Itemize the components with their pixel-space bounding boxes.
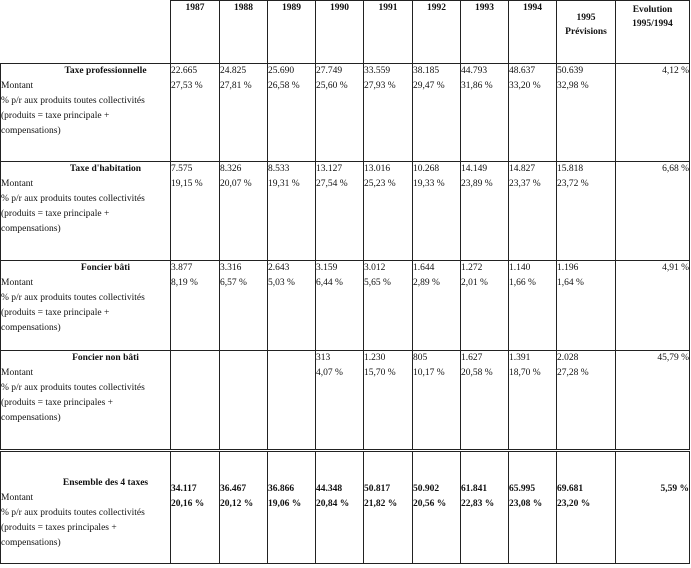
- montant-value: 2.028: [557, 353, 579, 363]
- montant-value: 33.559: [364, 66, 391, 76]
- table-row-ensemble-4-taxes: [1, 451, 690, 564]
- percent-value: 20,84 %: [316, 499, 350, 509]
- year-header-1992: 1992: [413, 1, 461, 64]
- percent-value: 6,44 %: [316, 278, 343, 288]
- value-cell: [268, 64, 316, 162]
- percent-value: 25,60 %: [316, 81, 348, 91]
- value-cell: [461, 64, 509, 162]
- montant-value: 69.681: [557, 484, 584, 494]
- value-cell: [413, 162, 461, 261]
- value-cell: [364, 351, 413, 451]
- value-cell: [220, 261, 268, 351]
- montant-value: 15.818: [557, 164, 584, 174]
- year-header-1991: 1991: [364, 1, 413, 64]
- percent-value: 2,01 %: [461, 278, 488, 288]
- montant-value: 44.348: [316, 484, 343, 494]
- montant-value: 8.326: [220, 164, 242, 174]
- percent-value: 18,70 %: [509, 368, 541, 378]
- percent-value: 27,54 %: [316, 179, 348, 189]
- value-cell: [316, 162, 364, 261]
- montant-value: 1.272: [461, 263, 483, 273]
- value-cell: [509, 162, 557, 261]
- value-cell: [557, 451, 616, 564]
- table-row-foncier-non-bati: [1, 351, 690, 451]
- montant-value: 14.149: [461, 164, 488, 174]
- value-cell: [171, 64, 220, 162]
- category-name: Foncier bâti: [80, 263, 131, 273]
- value-cell: [413, 64, 461, 162]
- percent-value: 23,08 %: [509, 499, 543, 509]
- percent-value: 31,86 %: [461, 81, 493, 91]
- montant-value: 36.467: [220, 484, 247, 494]
- percent-value: 5,65 %: [364, 278, 391, 288]
- percent-value: 19,33 %: [413, 179, 445, 189]
- value-cell: [171, 351, 220, 451]
- value-cell: [316, 64, 364, 162]
- percent-value: 19,06 %: [268, 499, 302, 509]
- row-label: [1, 64, 171, 162]
- percent-value: 15,70 %: [364, 368, 396, 378]
- montant-value: 8.533: [268, 164, 290, 174]
- table-row-taxe-professionnelle: [1, 64, 690, 162]
- montant-label: Montant: [1, 368, 34, 378]
- value-cell: [557, 351, 616, 451]
- percent-value: 1,64 %: [557, 278, 584, 288]
- percent-value: 19,15 %: [171, 179, 203, 189]
- percent-value: 23,72 %: [557, 179, 589, 189]
- year-header-1989: 1989: [268, 1, 316, 64]
- value-cell: [316, 261, 364, 351]
- value-cell: [413, 261, 461, 351]
- montant-value: 313: [316, 353, 331, 363]
- percent-value: 33,20 %: [509, 81, 541, 91]
- produits-label: (produits = taxe principales +: [1, 398, 114, 408]
- percent-value: 25,23 %: [364, 179, 396, 189]
- percent-value: 26,58 %: [268, 81, 300, 91]
- percent-label: % p/r aux produits toutes collectivités: [1, 96, 145, 106]
- year-header-1994: 1994: [509, 1, 557, 64]
- montant-value: 3.012: [364, 263, 386, 273]
- montant-value: 7.575: [171, 164, 193, 174]
- compensations-label: compensations): [1, 126, 61, 136]
- row-label: [1, 451, 171, 564]
- value-cell: [509, 64, 557, 162]
- percent-value: 29,47 %: [413, 81, 445, 91]
- value-cell: [268, 451, 316, 564]
- percent-value: 1,66 %: [509, 278, 536, 288]
- value-cell: [220, 162, 268, 261]
- montant-value: 1.140: [509, 263, 531, 273]
- value-cell: [220, 351, 268, 451]
- compensations-label: compensations): [1, 413, 61, 423]
- percent-value: 32,98 %: [557, 81, 589, 91]
- percent-value: 27,81 %: [220, 81, 252, 91]
- row-label: [1, 261, 171, 351]
- montant-value: 34.117: [171, 484, 197, 494]
- percent-value: 27,28 %: [557, 368, 589, 378]
- percent-value: 2,89 %: [413, 278, 440, 288]
- montant-value: 1.196: [557, 263, 579, 273]
- montant-value: 48.637: [509, 66, 536, 76]
- value-cell: [509, 261, 557, 351]
- value-cell: [509, 351, 557, 451]
- montant-value: 27.749: [316, 66, 343, 76]
- percent-value: 5,03 %: [268, 278, 295, 288]
- percent-value: 27,53 %: [171, 81, 203, 91]
- value-cell: [461, 451, 509, 564]
- evolution-value: 6,68 %: [616, 162, 690, 261]
- row-label: [1, 162, 171, 261]
- value-cell: [461, 162, 509, 261]
- evolution-header: Evolution 1995/1994: [616, 1, 690, 64]
- evolution-value: 5,59 %: [616, 451, 690, 564]
- compensations-label: compensations): [1, 323, 61, 333]
- compensations-label: compensations): [1, 224, 61, 234]
- year-header-1990: 1990: [316, 1, 364, 64]
- montant-value: 44.793: [461, 66, 488, 76]
- year-header-1988: 1988: [220, 1, 268, 64]
- value-cell: [268, 162, 316, 261]
- produits-label: (produits = taxe principale +: [1, 111, 110, 121]
- evolution-value: 4,12 %: [616, 64, 690, 162]
- value-cell: [171, 162, 220, 261]
- evolution-value: 45,79 %: [616, 351, 690, 451]
- produits-label: (produits = taxe principale +: [1, 308, 110, 318]
- montant-value: 1.230: [364, 353, 386, 363]
- value-cell: [316, 451, 364, 564]
- value-cell: [557, 162, 616, 261]
- montant-value: 50.639: [557, 66, 584, 76]
- percent-value: 23,37 %: [509, 179, 541, 189]
- value-cell: [509, 451, 557, 564]
- value-cell: [364, 162, 413, 261]
- table-row-taxe-habitation: [1, 162, 690, 261]
- montant-value: 38.185: [413, 66, 440, 76]
- value-cell: [461, 261, 509, 351]
- montant-value: 24.825: [220, 66, 247, 76]
- montant-label: Montant: [1, 179, 34, 189]
- row-label: [1, 351, 171, 451]
- year-header-1995: 1995 Prévisions: [557, 1, 616, 64]
- montant-value: 36.866: [268, 484, 295, 494]
- montant-label: Montant: [1, 278, 34, 288]
- value-cell: [557, 64, 616, 162]
- percent-label: % p/r aux produits toutes collectivités: [1, 383, 145, 393]
- percent-value: 19,31 %: [268, 179, 300, 189]
- montant-value: 3.159: [316, 263, 338, 273]
- value-cell: [268, 351, 316, 451]
- value-cell: [268, 261, 316, 351]
- montant-value: 805: [413, 353, 428, 363]
- value-cell: [316, 351, 364, 451]
- percent-label: % p/r aux produits toutes collectivités: [1, 508, 145, 518]
- percent-value: 23,89 %: [461, 179, 493, 189]
- year-header-1987: 1987: [171, 1, 220, 64]
- produits-label: (produits = taxe principale +: [1, 209, 110, 219]
- percent-value: 8,19 %: [171, 278, 198, 288]
- montant-value: 13.016: [364, 164, 391, 174]
- value-cell: [220, 451, 268, 564]
- montant-value: 22.665: [171, 66, 198, 76]
- category-name: Foncier non bâti: [72, 353, 139, 363]
- value-cell: [171, 451, 220, 564]
- montant-value: 61.841: [461, 484, 488, 494]
- produits-label: (produits = taxes principales +: [1, 523, 117, 533]
- value-cell: [171, 261, 220, 351]
- montant-value: 13.127: [316, 164, 343, 174]
- percent-value: 20,16 %: [171, 499, 205, 509]
- table-row-foncier-bati: [1, 261, 690, 351]
- montant-value: 50.902: [413, 484, 440, 494]
- evolution-value: 4,91 %: [616, 261, 690, 351]
- header-row: [1, 1, 690, 64]
- percent-value: 20,58 %: [461, 368, 493, 378]
- percent-value: 21,82 %: [364, 499, 398, 509]
- montant-value: 14.827: [509, 164, 536, 174]
- percent-value: 20,56 %: [413, 499, 447, 509]
- montant-value: 1.391: [509, 353, 531, 363]
- percent-value: 27,93 %: [364, 81, 396, 91]
- corner-cell: [1, 1, 171, 64]
- compensations-label: compensations): [1, 538, 61, 548]
- year-header-1993: 1993: [461, 1, 509, 64]
- value-cell: [413, 351, 461, 451]
- montant-value: 25.690: [268, 66, 295, 76]
- percent-label: % p/r aux produits toutes collectivités: [1, 194, 145, 204]
- value-cell: [364, 64, 413, 162]
- value-cell: [364, 451, 413, 564]
- montant-value: 1.627: [461, 353, 483, 363]
- category-name: Taxe d'habitation: [69, 164, 142, 174]
- percent-value: 22,83 %: [461, 499, 495, 509]
- montant-label: Montant: [1, 493, 34, 503]
- value-cell: [461, 351, 509, 451]
- percent-label: % p/r aux produits toutes collectivités: [1, 293, 145, 303]
- value-cell: [220, 64, 268, 162]
- montant-value: 10.268: [413, 164, 440, 174]
- value-cell: [364, 261, 413, 351]
- category-name: Taxe professionnelle: [64, 66, 147, 76]
- percent-value: 23,20 %: [557, 499, 591, 509]
- percent-value: 20,12 %: [220, 499, 254, 509]
- value-cell: [413, 451, 461, 564]
- percent-value: 4,07 %: [316, 368, 343, 378]
- montant-value: 50.817: [364, 484, 391, 494]
- percent-value: 10,17 %: [413, 368, 445, 378]
- montant-value: 1.644: [413, 263, 435, 273]
- montant-value: 2.643: [268, 263, 290, 273]
- value-cell: [557, 261, 616, 351]
- montant-label: Montant: [1, 81, 34, 91]
- percent-value: 20,07 %: [220, 179, 252, 189]
- montant-value: 65.995: [509, 484, 536, 494]
- category-name: Ensemble des 4 taxes: [62, 478, 149, 488]
- percent-value: 6,57 %: [220, 278, 247, 288]
- montant-value: 3.877: [171, 263, 193, 273]
- montant-value: 3.316: [220, 263, 242, 273]
